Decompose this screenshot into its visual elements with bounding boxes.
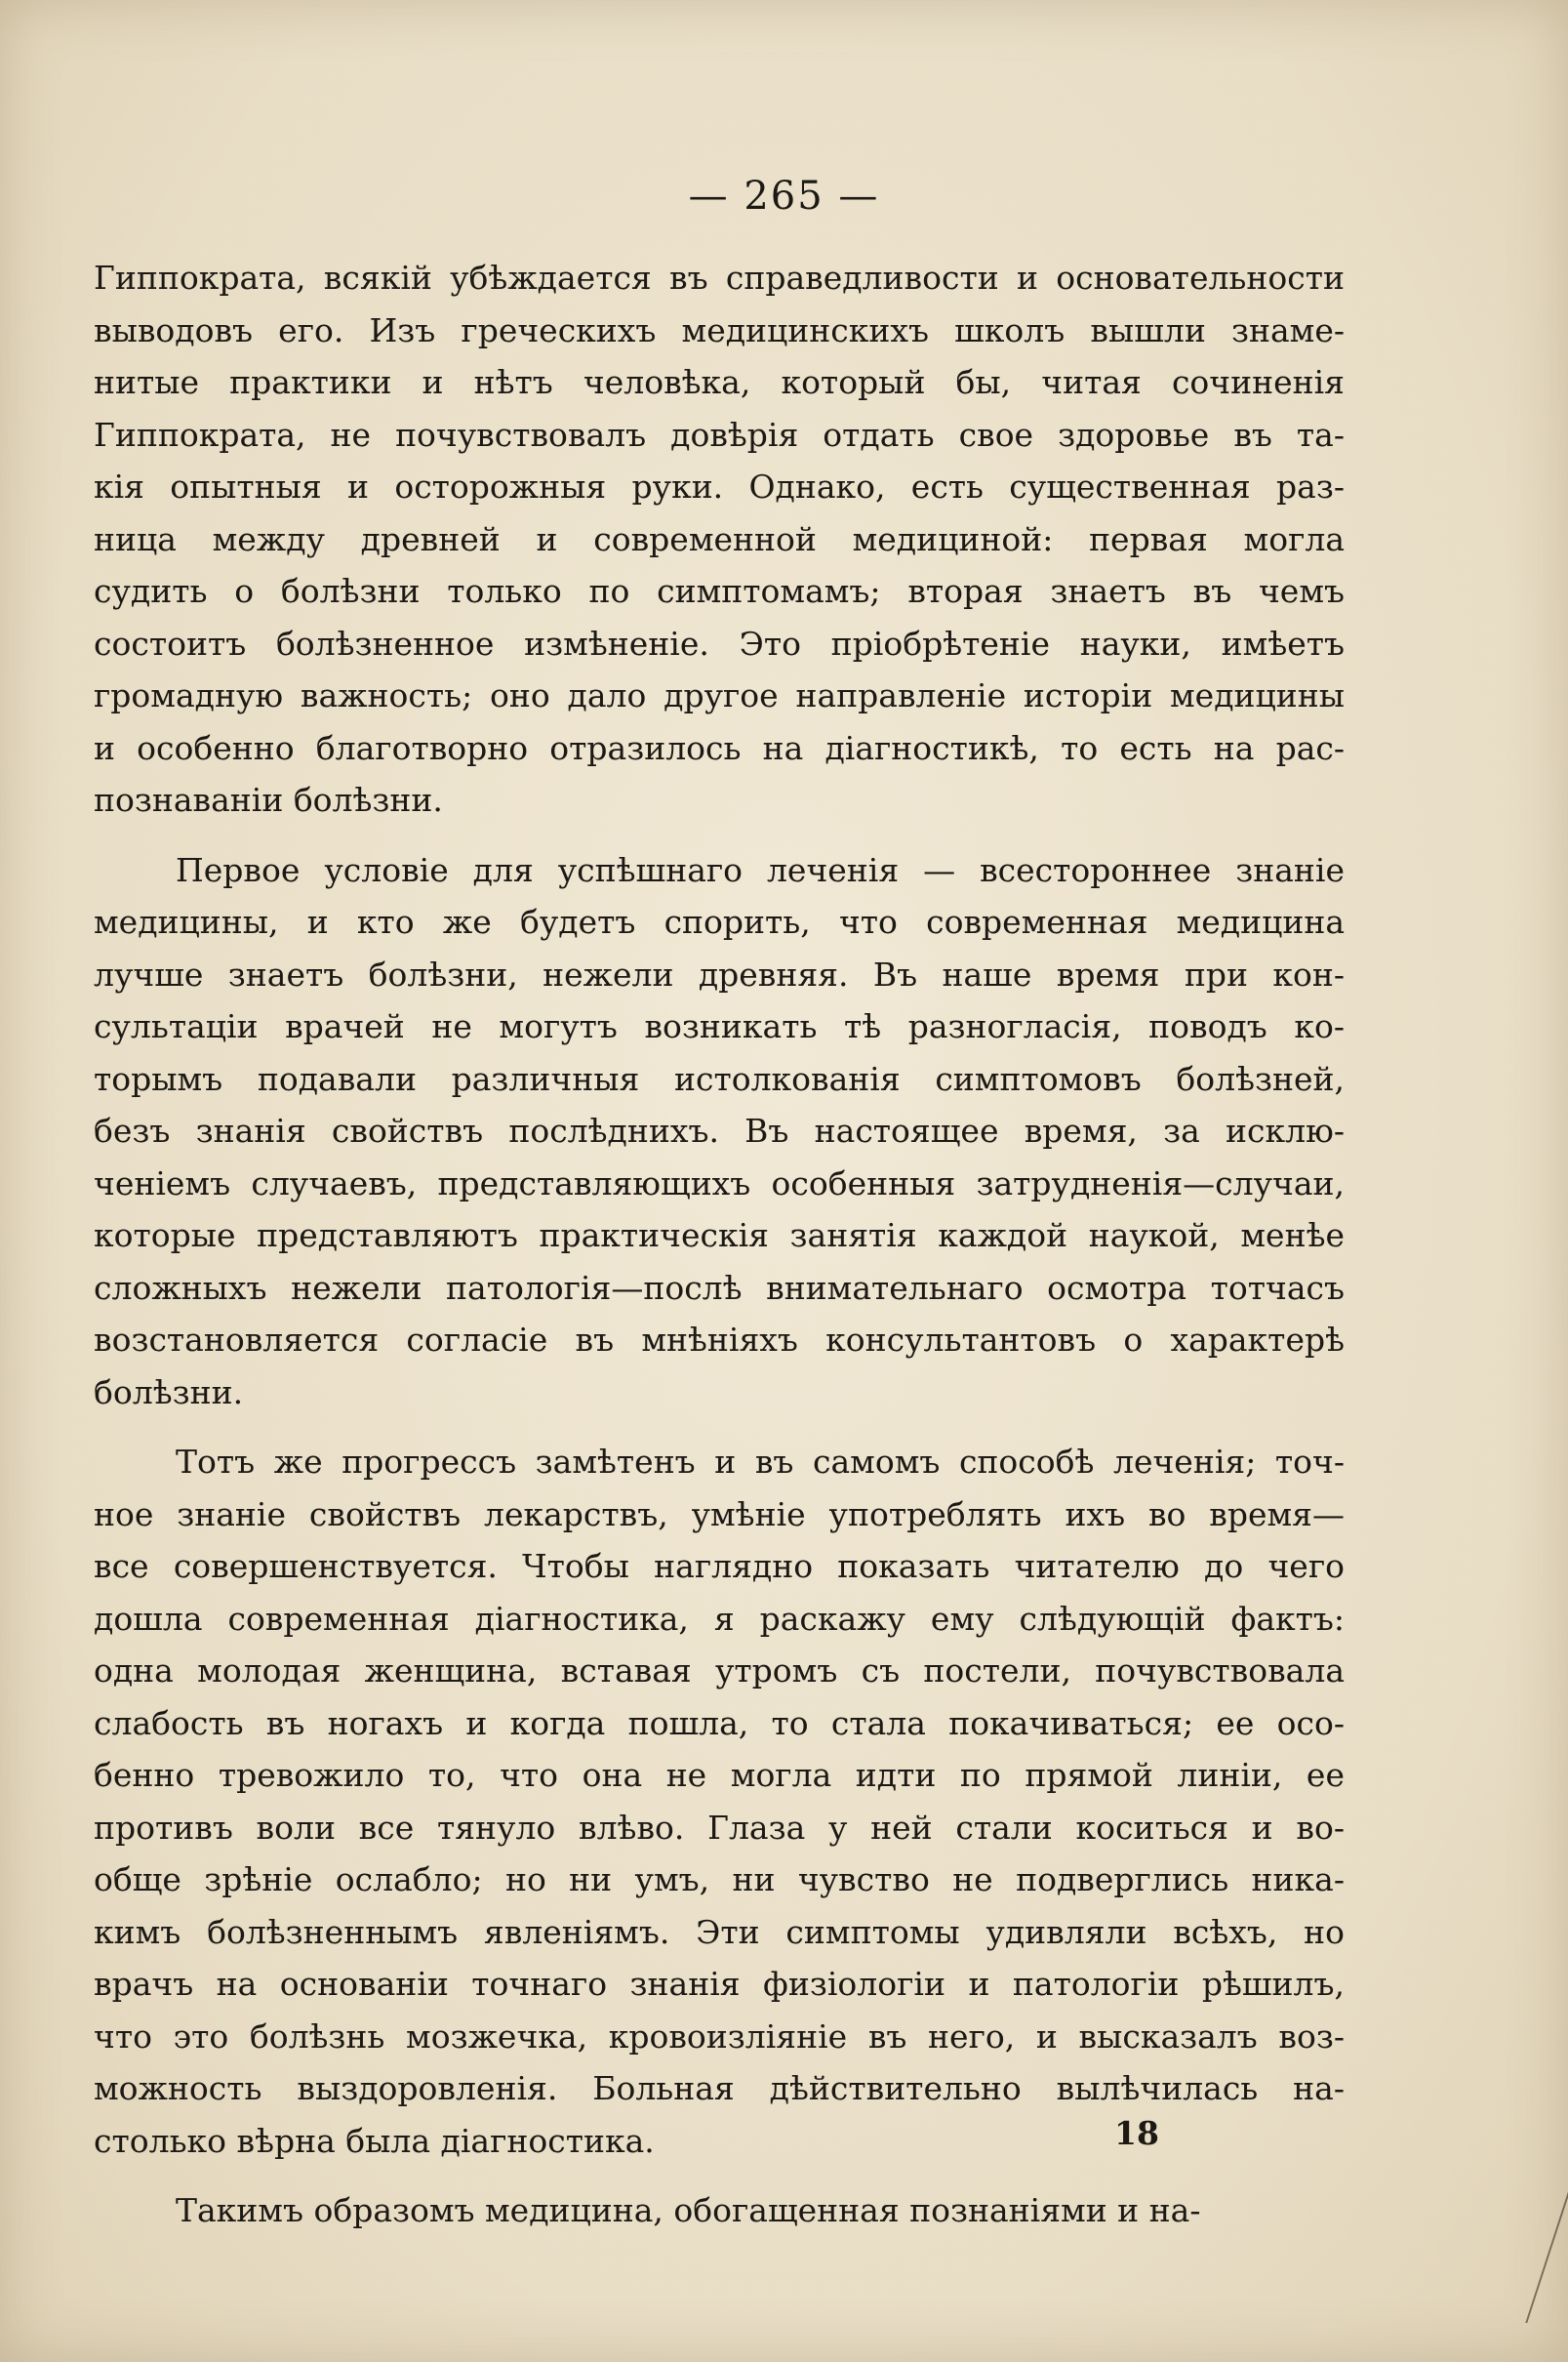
text-line: лучше знаетъ болѣзни, нежели древняя. Въ наше время при кон- [94, 955, 1345, 994]
text-line: врачъ на основаніи точнаго знанія физіологіи и патологіи рѣшилъ, [94, 1965, 1345, 2003]
text-line: бенно тревожило то, что она не могла идти по прямой линіи, ее [94, 1756, 1345, 1794]
text-line: противъ воли все тянуло влѣво. Глаза у ней стали коситься и во- [94, 1808, 1345, 1847]
body-text [94, 252, 1345, 2237]
text-line: выводовъ его. Изъ греческихъ медицинскихъ школъ вышли знаме- [94, 310, 1345, 349]
text-line: Тотъ же прогрессъ замѣтенъ и въ самомъ способѣ леченія; точ- [176, 1443, 1345, 1481]
text-line: слабость въ ногахъ и когда пошла, то стала покачиваться; ее осо- [94, 1703, 1345, 1742]
page-fold-mark [1437, 2108, 1568, 2323]
text-line: кія опытныя и осторожныя руки. Однако, есть существенная раз- [94, 468, 1345, 506]
text-line: обще зрѣніе ослабло; но ни умъ, ни чувство не подверглись ника- [94, 1860, 1345, 1898]
text-line: можность выздоровленія. Больная дѣйствительно вылѣчилась на- [94, 2069, 1345, 2107]
text-line: дошла современная діагностика, я раскажу ему слѣдующій фактъ: [94, 1599, 1345, 1638]
text-line: судить о болѣзни только по симптомамъ; вторая знаетъ въ чемъ [94, 572, 1345, 610]
text-line: что это болѣзнь мозжечка, кровоизліяніе въ него, и высказалъ воз- [94, 2016, 1345, 2056]
text-line: которые представляютъ практическія занятія каждой наукой, менѣе [94, 1216, 1345, 1254]
text-line: одна молодая женщина, вставая утромъ съ постели, почувствовала [94, 1651, 1345, 1690]
text-line: возстановляется согласіе въ мнѣніяхъ консультантовъ о характерѣ [94, 1321, 1345, 1359]
text-line: познаваніи болѣзни. [94, 781, 443, 819]
text-line: торымъ подавали различныя истолкованія симптомовъ болѣзней, [94, 1059, 1345, 1098]
text-line: состоитъ болѣзненное измѣненіе. Это пріобрѣтеніе науки, имѣетъ [94, 624, 1345, 663]
text-line: болѣзни. [94, 1372, 244, 1411]
text-line: безъ знанія свойствъ послѣднихъ. Въ настоящее время, за исклю- [94, 1112, 1345, 1150]
signature-mark: 18 [1114, 2114, 1159, 2152]
text-line: Первое условіе для успѣшнаго леченія — всестороннее знаніе [176, 850, 1345, 889]
text-line: кимъ болѣзненнымъ явленіямъ. Эти симптомы удивляли всѣхъ, но [94, 1912, 1345, 1951]
text-line: Гиппократа, не почувствовалъ довѣрія отдать свое здоровье въ та- [94, 415, 1345, 454]
text-line: и особенно благотворно отразилось на діагностикѣ, то есть на рас- [94, 728, 1345, 767]
text-line: медицины, и кто же будетъ спорить, что современная медицина [94, 903, 1345, 941]
page-number: — 265 — [688, 174, 880, 219]
text-line: Такимъ образомъ медицина, обогащенная познаніями и на- [176, 2191, 1201, 2229]
paragraph [94, 252, 1345, 827]
text-line: Гиппократа, всякій убѣждается въ справедливости и основательности [94, 259, 1345, 297]
text-line: сложныхъ нежели патологія—послѣ внимательнаго осмотра тотчасъ [94, 1268, 1345, 1307]
paragraph [94, 1436, 1345, 2167]
text-line: ченіемъ случаевъ, представляющихъ особенныя затрудненія—случаи, [94, 1163, 1345, 1202]
text-line: ное знаніе свойствъ лекарствъ, умѣніе употреблять ихъ во время— [94, 1494, 1345, 1533]
text-line: громадную важность; оно дало другое направленіе исторіи медицины [94, 676, 1345, 714]
paragraph [94, 2184, 1345, 2237]
paragraph [94, 844, 1345, 1419]
text-line: ница между древней и современной медициной: первая могла [94, 519, 1345, 558]
text-line: все совершенствуется. Чтобы наглядно показать читателю до чего [94, 1547, 1345, 1585]
text-line: сультаціи врачей не могутъ возникать тѣ разногласія, поводъ ко- [94, 1007, 1345, 1045]
text-line: нитые практики и нѣтъ человѣка, который бы, читая сочиненія [94, 363, 1345, 401]
text-line: столько вѣрна была діагностика. [94, 2121, 655, 2160]
